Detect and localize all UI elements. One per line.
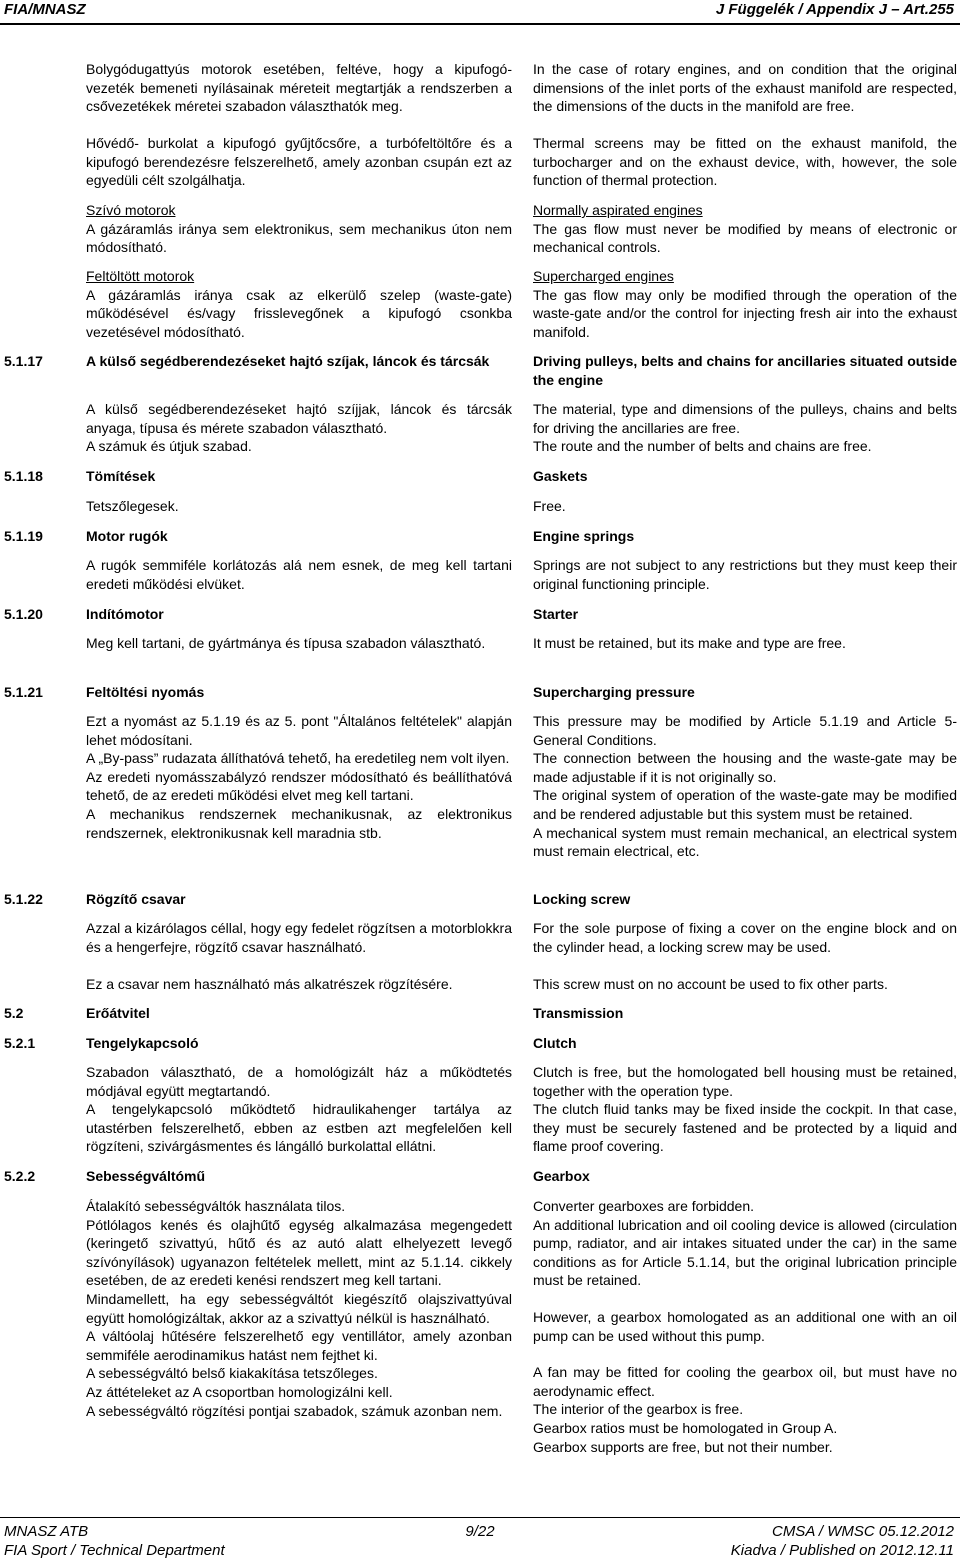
text-line: A fan may be fitted for cooling the gearbox oil, but must have no aerodynamic effect. [533,1364,957,1399]
text-line: Gearbox supports are free, but not their number. [533,1438,833,1455]
section-title-hu: Sebességváltómű [86,1168,206,1184]
subsection-title-en: Supercharged engines [533,268,674,284]
text-line: Converter gearboxes are forbidden. [533,1198,755,1214]
section-title-hu: Tengelykapcsoló [86,1035,199,1051]
header-rule [0,23,960,25]
text-line: Az eredeti nyomásszabályzó rendszer módosítható és beállíthatóvá tehető, de az eredeti működési elvet meg kell tartani. [86,768,512,804]
paragraph-hu: A gázáramlás iránya sem elektronikus, sem mechanikus úton nem módosítható. [86,220,512,256]
footer-left-line: FIA Sport / Technical Department [4,1542,225,1559]
paragraph-en: Springs are not subject to any restrictions but they must keep their original functioning principle. [533,557,957,592]
paragraph-hu: Ez a csavar nem használható más alkatrészek rögzítésére. [86,976,453,992]
text-line: The interior of the gearbox is free. [533,1401,744,1418]
subsection-title-hu: Feltöltött motorok [86,268,195,284]
text-line: Clutch is free, but the homologated bell housing must be retained, together with the operation type. [533,1064,957,1099]
text-line: Az áttételeket az A csoportban homologizálni kell. [86,1383,393,1400]
text-line: A „By-pass” rudazata állíthatóvá tehető, ha eredetileg nem volt ilyen. [86,750,510,767]
text-line: The clutch fluid tanks may be fixed inside the cockpit. In that case, they must be securely fastened and be protected by a liquid and flame proof covering. [533,1101,957,1155]
text-line: A mechanikus rendszernek mechanikusnak, az elektronikus rendszernek, elektronikusnak kell maradnia stb. [86,805,512,841]
footer-right [731,1522,954,1560]
paragraph-en [533,712,957,861]
text-line: A váltóolaj hűtésére felszerelhető egy ventillátor, amely azonban semmiféle aerodinamikus hatást nem fejthet ki. [86,1328,512,1363]
text-line: Pótlólagos kenés és olajhűtő egység alkalmazása megengedett (keringető szivattyú, hűtő és az autó alatt elhelyezett levegő szívónyílások) ugyanazon feltételek mellett, mint az 5.1.14. cikkely esetében, de az eredeti kenési rendszert meg kell tartani. [86,1216,512,1289]
page-number: 9/22 [465,1523,495,1540]
paragraph-hu [86,400,512,456]
paragraph-hu: Hővédő- burkolat a kipufogó gyűjtőcsőre, a turbófeltöltőre és a kipufogó berendezésre felszerelhető, amely azonban csupán ezt az egyedüli célt szolgálhatja. [86,135,512,189]
paragraph-en: Free. [533,498,566,514]
paragraph-hu [86,712,512,842]
section-number: 5.2 [4,1005,24,1021]
footer-rule [0,1517,960,1518]
section-title-en: Supercharging pressure [533,684,695,700]
paragraph-en: In the case of rotary engines, and on condition that the original dimensions of the inlet ports of the exhaust manifold are respected, the dimensions of the ducts in the manifold are free. [533,61,957,115]
paragraph-en: This screw must on no account be used to fix other parts. [533,976,888,992]
text-line: Szabadon választható, de a homológizált ház a működtetés módjával együtt megtartandó. [86,1064,512,1099]
footer-left [4,1522,225,1560]
subsection-en [533,267,957,341]
section-title-en: Starter [533,606,579,622]
text-line: A sebességváltó rögzítési pontjai szabadok, számuk azonban nem. [86,1402,503,1419]
section-number: 5.2.1 [4,1035,36,1051]
text-line: However, a gearbox homologated as an additional one with an oil pump can be used without this pump. [533,1308,957,1344]
section-title-hu: Tömítések [86,468,156,484]
section-number: 5.1.19 [4,528,43,544]
section-number: 5.1.21 [4,684,43,700]
subsection-en [533,201,957,257]
section-title-en: Gaskets [533,468,588,484]
paragraph-hu: A rugók semmiféle korlátozás alá nem esnek, de meg kell tartani eredeti működési elvüket. [86,557,512,592]
footer-right-line: Kiadva / Published on 2012.12.11 [730,1542,954,1559]
section-title-hu: Feltöltési nyomás [86,684,205,700]
subsection-hu [86,201,512,257]
text-line: A tengelykapcsoló működtető hidraulikahenger tartálya az utastérben felszerelhető, ebben az estben azt megfelelően kell rögzíteni, szivárgásmentes és lángálló burkolattal ellátni. [86,1101,512,1155]
text-line: A sebességváltó belső kiakakítása tetszőleges. [86,1365,378,1382]
section-title-en: Engine springs [533,528,635,544]
section-title-hu: Indítómotor [86,606,164,622]
paragraph-hu: Bolygódugattyús motorok esetében, feltéve, hogy a kipufogó-vezeték bemeneti nyílásainak méreteit megtartják a rendszerben a csővezetékek méretei szabadon választhatók meg. [86,61,512,115]
paragraph-en [533,400,957,456]
subsection-title-hu: Szívó motorok [86,202,176,218]
section-title-en: Gearbox [533,1168,590,1184]
text-line: The original system of operation of the waste-gate may be modified and be rendered adjustable but this system must be retained. [533,787,957,822]
section-number: 5.1.20 [4,606,43,622]
paragraph-en [533,1063,957,1156]
section-title-en: Transmission [533,1005,624,1021]
header-right: J Függelék / Appendix J – Art.255 [715,1,954,18]
paragraph-hu [86,1063,512,1156]
footer-right-line: CMSA / WMSC 05.12.2012 [771,1523,954,1540]
subsection-hu [86,267,512,341]
paragraph-hu: Azzal a kizárólagos céllal, hogy egy fedelet rögzítsen a motorblokkra és a hengerfejre, rögzítő csavar használható. [86,920,512,955]
text-line: A mechanical system must remain mechanical, an electrical system must remain electrical, etc. [533,824,957,860]
subsection-title-en: Normally aspirated engines [533,202,703,218]
text-line: An additional lubrication and oil cooling device is allowed (circulation pump, radiator, and air intakes situated under the car) in the same conditions as for Article 5.1.14, but the original lubrication principle must be retained. [533,1216,957,1289]
paragraph-en: The gas flow must never be modified by means of electronic or mechanical controls. [533,220,957,256]
text-line: Mindamellett, ha egy sebességváltót kiegészítő olajszivattyúval együtt homológizáltak, akkor az a szivattyú nélkül is használható. [86,1290,512,1326]
section-title-hu: Erőátvitel [86,1005,150,1021]
section-title-en: Clutch [533,1035,577,1051]
page-header [0,0,960,22]
section-number: 5.1.22 [4,891,43,907]
section-number: 5.1.18 [4,468,43,484]
section-title-en: Driving pulleys, belts and chains for ancillaries situated outside the engine [533,353,957,388]
text-line: The material, type and dimensions of the pulleys, chains and belts for driving the ancillaries are free. [533,401,957,436]
footer-left-line: MNASZ ATB [4,1523,89,1540]
paragraph-hu: Meg kell tartani, de gyártmánya és típusa szabadon választható. [86,635,486,651]
section-title-hu: Motor rugók [86,528,168,544]
text-line: Gearbox ratios must be homologated in Group A. [533,1419,838,1436]
section-title-hu: Rögzítő csavar [86,891,186,907]
paragraph-en: The gas flow may only be modified through the operation of the waste-gate and/or the control for injecting fresh air into the exhaust manifold. [533,286,957,340]
paragraph-en [533,1197,957,1456]
text-line: This pressure may be modified by Article 5.1.19 and Article 5-General Conditions. [533,713,957,748]
section-number: 5.2.2 [4,1168,36,1184]
text-line: A külső segédberendezéseket hajtó szíjjak, láncok és tárcsák anyaga, típusa és mérete szabadon választható. [86,401,512,436]
text-line: A számuk és útjuk szabad. [86,438,252,455]
header-left: FIA/MNASZ [4,1,86,18]
paragraph-hu: A gázáramlás iránya csak az elkerülő szelep (waste-gate) működésével és/vagy frisslevegőnek a kipufogó csonkba vezetésével módosítható. [86,286,512,340]
paragraph-en: It must be retained, but its make and type are free. [533,635,846,651]
section-title-en: Locking screw [533,891,631,907]
section-number: 5.1.17 [4,353,43,369]
text-line: The connection between the housing and the waste-gate may be made adjustable if it is not originally so. [533,750,957,785]
text-line: Ezt a nyomást az 5.1.19 és az 5. pont "Általános feltételek" alapján lehet módosítani. [86,713,512,748]
text-line: Átalakító sebességváltók használata tilos. [86,1198,346,1214]
paragraph-hu [86,1197,512,1420]
paragraph-en: Thermal screens may be fitted on the exhaust manifold, the turbocharger and on the exhaust device, with, however, the sole function of thermal protection. [533,135,957,189]
section-title-hu: A külső segédberendezéseket hajtó szíjak, láncok és tárcsák [86,353,490,369]
paragraph-hu: Tetszőlegesek. [86,498,179,514]
text-line: The route and the number of belts and chains are free. [533,438,872,455]
paragraph-en: For the sole purpose of fixing a cover on the engine block and on the cylinder head, a locking screw may be used. [533,920,957,955]
